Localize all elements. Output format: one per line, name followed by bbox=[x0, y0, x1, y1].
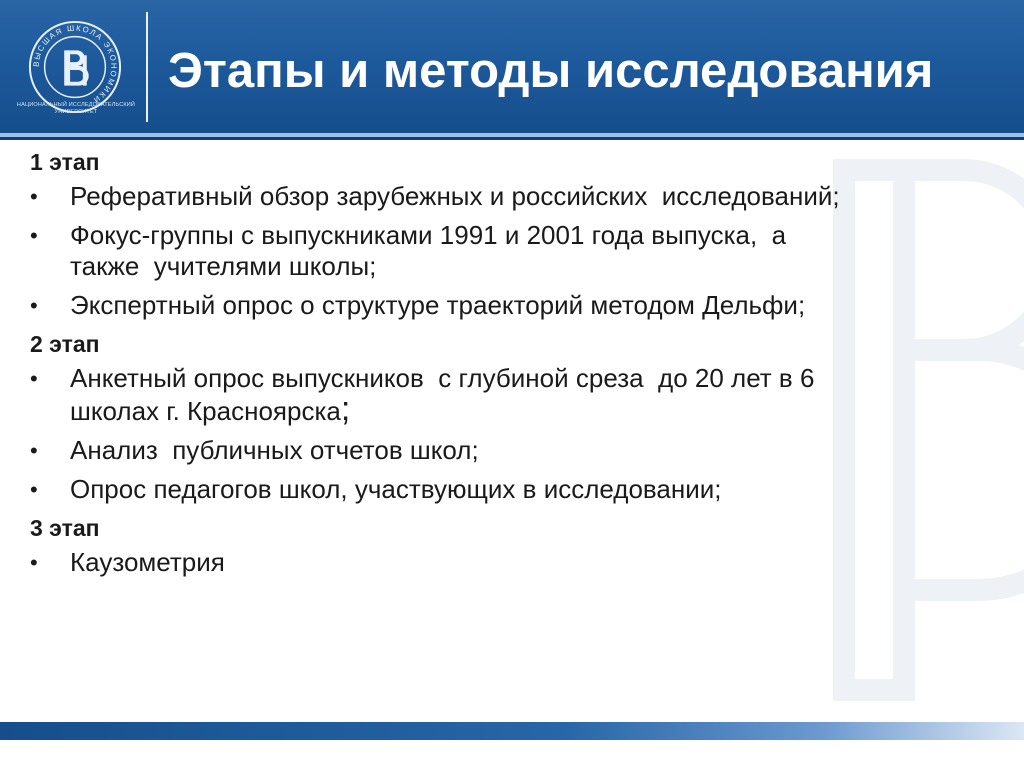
stage-3-heading: 3 этап bbox=[30, 515, 100, 541]
list-item-text: Анализ публичных отчетов школ; bbox=[70, 435, 479, 465]
list-item bbox=[30, 181, 990, 212]
bullet-icon: • bbox=[30, 184, 38, 209]
list-item bbox=[30, 435, 990, 466]
list-item-text-tail: ; bbox=[340, 390, 351, 428]
page-title: Этапы и методы исследования bbox=[168, 44, 934, 98]
list-item-text bbox=[70, 363, 990, 427]
list-item bbox=[30, 363, 990, 427]
logo-ring-text: ВЫСШАЯ ШКОЛА ЭКОНОМИКИ bbox=[31, 23, 119, 106]
list-item bbox=[30, 547, 990, 578]
bullet-icon: • bbox=[30, 438, 38, 463]
bullet-icon: • bbox=[30, 223, 38, 248]
bullet-icon: • bbox=[30, 366, 38, 391]
list-item-text: Реферативный обзор зарубежных и российских исследований; bbox=[70, 181, 840, 211]
list-item-text-main: Анкетный опрос выпускников с глубиной среза до 20 лет в 6 школах г. Красноярска bbox=[70, 363, 815, 426]
header-divider bbox=[146, 12, 148, 122]
list-item-text: Фокус-группы с выпускниками 1991 и 2001 года выпуска, а также учителями школы; bbox=[70, 220, 787, 281]
list-item bbox=[30, 220, 990, 282]
stage-1-heading: 1 этап bbox=[30, 149, 100, 175]
bullet-icon: • bbox=[30, 550, 38, 575]
list-item-text: Опрос педагогов школ, участвующих в исследовании; bbox=[70, 474, 722, 504]
header-shadow-line bbox=[0, 137, 1024, 140]
list-item bbox=[30, 474, 990, 505]
stage-2-heading: 2 этап bbox=[30, 331, 100, 357]
list-item bbox=[30, 290, 990, 321]
header-bar bbox=[0, 0, 1024, 133]
slide-content bbox=[30, 146, 990, 586]
footer-gradient-bar bbox=[0, 722, 1024, 740]
bullet-icon: • bbox=[30, 477, 38, 502]
list-item-text: Экспертный опрос о структуре траекторий методом Дельфи; bbox=[70, 290, 806, 320]
bullet-icon: • bbox=[30, 293, 38, 318]
list-item-text: Каузометрия bbox=[70, 547, 225, 577]
logo-caption: НАЦИОНАЛЬНЫЙ ИССЛЕДОВАТЕЛЬСКИЙ УНИВЕРСИТЕТ bbox=[16, 102, 136, 115]
